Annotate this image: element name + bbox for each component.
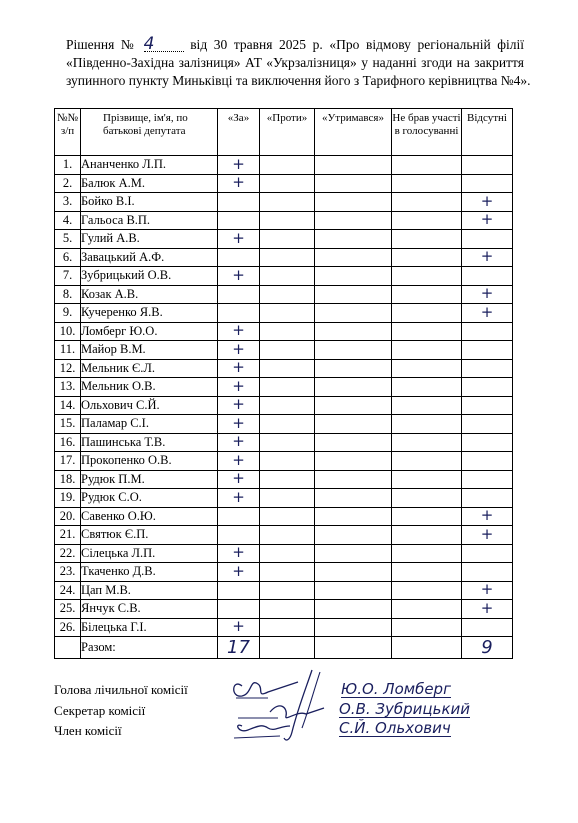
- vote-not-voting-cell: [392, 526, 462, 545]
- vote-mark: +: [480, 524, 494, 543]
- vote-not-voting-cell: [392, 396, 462, 415]
- vote-not-voting-cell: [392, 156, 462, 175]
- vote-against-cell: [260, 470, 315, 489]
- vote-mark: +: [480, 598, 494, 617]
- vote-not-voting-cell: [392, 341, 462, 360]
- row-number: 20.: [55, 507, 81, 526]
- deputy-name: Гальоса В.П.: [81, 211, 218, 230]
- vote-against-cell: [260, 230, 315, 249]
- row-number: 11.: [55, 341, 81, 360]
- vote-abstained-cell: [315, 489, 392, 508]
- row-number: 4.: [55, 211, 81, 230]
- deputy-name: Майор В.М.: [81, 341, 218, 360]
- vote-abstained-cell: [315, 544, 392, 563]
- vote-against-cell: [260, 156, 315, 175]
- vote-for-cell: [218, 359, 260, 378]
- deputy-name: Янчук С.В.: [81, 600, 218, 619]
- decision-date-title: від 30 травня 2025 р. «Про відмову регіональній філії: [190, 37, 525, 52]
- vote-abstained-cell: [315, 304, 392, 323]
- vote-not-voting-cell: [392, 544, 462, 563]
- vote-mark: +: [232, 154, 245, 173]
- total-num-cell: [55, 637, 81, 659]
- vote-for-cell: [218, 415, 260, 434]
- vote-for-cell: [218, 304, 260, 323]
- deputy-name: Цап М.В.: [81, 581, 218, 600]
- vote-abstained-cell: [315, 248, 392, 267]
- vote-against-cell: [260, 304, 315, 323]
- deputy-name: Савенко О.Ю.: [81, 507, 218, 526]
- total-for: 17: [227, 637, 250, 658]
- vote-mark: +: [232, 228, 245, 247]
- vote-not-voting-cell: [392, 618, 462, 637]
- deputy-name: Зубрицький О.В.: [81, 267, 218, 286]
- vote-abstained-cell: [315, 470, 392, 489]
- header-name: Прізвище, ім'я, по батькові депутата: [81, 109, 218, 156]
- vote-for-cell: [218, 267, 260, 286]
- vote-mark: +: [480, 210, 494, 229]
- vote-abstained-cell: [315, 322, 392, 341]
- total-abstained-cell: [315, 637, 392, 659]
- row-number: 18.: [55, 470, 81, 489]
- vote-for-cell: [218, 433, 260, 452]
- row-number: 15.: [55, 415, 81, 434]
- deputy-name: Сілецька Л.П.: [81, 544, 218, 563]
- vote-mark: +: [232, 173, 245, 192]
- vote-abstained-cell: [315, 285, 392, 304]
- vote-not-voting-cell: [392, 581, 462, 600]
- table-row: [55, 618, 513, 637]
- vote-absent-cell: [462, 489, 513, 508]
- vote-mark: +: [232, 265, 245, 284]
- vote-abstained-cell: [315, 526, 392, 545]
- role-secretary: Секретар комісії: [54, 702, 146, 718]
- table-row: [55, 230, 513, 249]
- vote-mark: +: [480, 506, 494, 525]
- vote-for-cell: [218, 396, 260, 415]
- deputy-name: Паламар С.І.: [81, 415, 218, 434]
- vote-for-cell: [218, 341, 260, 360]
- vote-mark: +: [232, 432, 245, 451]
- vote-against-cell: [260, 581, 315, 600]
- vote-against-cell: [260, 359, 315, 378]
- vote-for-cell: [218, 452, 260, 471]
- row-number: 26.: [55, 618, 81, 637]
- vote-against-cell: [260, 267, 315, 286]
- vote-absent-cell: [462, 396, 513, 415]
- vote-for-cell: [218, 378, 260, 397]
- vote-against-cell: [260, 489, 315, 508]
- deputy-name: Балюк А.М.: [81, 174, 218, 193]
- vote-absent-cell: [462, 285, 513, 304]
- role-chair: Голова лічильної комісії: [54, 682, 188, 697]
- vote-abstained-cell: [315, 156, 392, 175]
- vote-for-cell: [218, 193, 260, 212]
- vote-for-cell: [218, 470, 260, 489]
- vote-not-voting-cell: [392, 267, 462, 286]
- signature-block: [54, 680, 188, 742]
- vote-abstained-cell: [315, 174, 392, 193]
- deputy-name: Завацький А.Ф.: [81, 248, 218, 267]
- vote-absent-cell: [462, 156, 513, 175]
- vote-for-cell: [218, 230, 260, 249]
- deputy-name: Рудюк С.О.: [81, 489, 218, 508]
- row-number: 5.: [55, 230, 81, 249]
- heading-line-3: зупинного пункту Миньківці та виключення його з Тарифного керівництва №4».: [66, 73, 531, 88]
- vote-absent-cell: [462, 433, 513, 452]
- vote-against-cell: [260, 341, 315, 360]
- table-row: [55, 600, 513, 619]
- vote-against-cell: [260, 526, 315, 545]
- vote-abstained-cell: [315, 581, 392, 600]
- deputy-name: Кучеренко Я.В.: [81, 304, 218, 323]
- vote-absent-cell: [462, 230, 513, 249]
- vote-for-cell: [218, 322, 260, 341]
- vote-mark: +: [232, 543, 245, 562]
- header-absent: Відсутні: [462, 109, 513, 156]
- table-row: [55, 378, 513, 397]
- vote-table: [54, 108, 513, 659]
- table-row: [55, 211, 513, 230]
- vote-mark: +: [480, 302, 494, 321]
- total-label: Разом:: [81, 637, 218, 659]
- vote-not-voting-cell: [392, 489, 462, 508]
- vote-against-cell: [260, 193, 315, 212]
- row-number: 9.: [55, 304, 81, 323]
- table-row: [55, 156, 513, 175]
- vote-for-cell: [218, 489, 260, 508]
- header-abstained: «Утримався»: [315, 109, 392, 156]
- total-for-cell: [218, 637, 260, 659]
- vote-for-cell: [218, 156, 260, 175]
- vote-not-voting-cell: [392, 507, 462, 526]
- deputy-name: Ананченко Л.П.: [81, 156, 218, 175]
- deputy-name: Мельник Є.Л.: [81, 359, 218, 378]
- vote-absent-cell: [462, 581, 513, 600]
- vote-for-cell: [218, 600, 260, 619]
- vote-absent-cell: [462, 248, 513, 267]
- vote-absent-cell: [462, 600, 513, 619]
- table-header-row: [55, 109, 513, 156]
- vote-absent-cell: [462, 470, 513, 489]
- vote-absent-cell: [462, 378, 513, 397]
- table-row: [55, 526, 513, 545]
- deputy-name: Ломберг Ю.О.: [81, 322, 218, 341]
- deputy-name: Пашинська Т.В.: [81, 433, 218, 452]
- row-number: 2.: [55, 174, 81, 193]
- row-number: 14.: [55, 396, 81, 415]
- table-row: [55, 267, 513, 286]
- row-number: 16.: [55, 433, 81, 452]
- vote-absent-cell: [462, 267, 513, 286]
- table-row: [55, 359, 513, 378]
- table-row: [55, 470, 513, 489]
- vote-abstained-cell: [315, 378, 392, 397]
- vote-absent-cell: [462, 322, 513, 341]
- deputy-name: Ольхович С.Й.: [81, 396, 218, 415]
- vote-mark: +: [232, 358, 245, 377]
- vote-abstained-cell: [315, 433, 392, 452]
- vote-not-voting-cell: [392, 415, 462, 434]
- deputy-name: Святюк Є.П.: [81, 526, 218, 545]
- vote-absent-cell: [462, 304, 513, 323]
- vote-abstained-cell: [315, 359, 392, 378]
- vote-not-voting-cell: [392, 470, 462, 489]
- vote-for-cell: [218, 526, 260, 545]
- table-row: [55, 193, 513, 212]
- vote-mark: +: [232, 339, 245, 358]
- vote-not-voting-cell: [392, 378, 462, 397]
- table-row: [55, 396, 513, 415]
- header-not-voting: Не брав участі в голосуванні: [392, 109, 462, 156]
- vote-mark: +: [232, 487, 245, 506]
- vote-not-voting-cell: [392, 248, 462, 267]
- vote-mark: +: [480, 284, 494, 303]
- vote-not-voting-cell: [392, 600, 462, 619]
- vote-not-voting-cell: [392, 285, 462, 304]
- deputy-name: Білецька Г.І.: [81, 618, 218, 637]
- table-row: [55, 563, 513, 582]
- total-against-cell: [260, 637, 315, 659]
- role-member: Член комісії: [54, 723, 122, 738]
- vote-absent-cell: [462, 341, 513, 360]
- vote-not-voting-cell: [392, 563, 462, 582]
- table-row: [55, 452, 513, 471]
- vote-abstained-cell: [315, 267, 392, 286]
- vote-not-voting-cell: [392, 193, 462, 212]
- header-for: «За»: [218, 109, 260, 156]
- total-absent: 9: [481, 637, 493, 658]
- total-row: [55, 637, 513, 659]
- vote-abstained-cell: [315, 415, 392, 434]
- vote-abstained-cell: [315, 452, 392, 471]
- vote-against-cell: [260, 600, 315, 619]
- table-row: [55, 285, 513, 304]
- vote-abstained-cell: [315, 230, 392, 249]
- vote-mark: +: [232, 321, 245, 340]
- vote-abstained-cell: [315, 600, 392, 619]
- deputy-name: Бойко В.І.: [81, 193, 218, 212]
- vote-absent-cell: [462, 359, 513, 378]
- vote-for-cell: [218, 581, 260, 600]
- vote-for-cell: [218, 285, 260, 304]
- vote-not-voting-cell: [392, 211, 462, 230]
- row-number: 13.: [55, 378, 81, 397]
- table-row: [55, 322, 513, 341]
- vote-against-cell: [260, 433, 315, 452]
- row-number: 21.: [55, 526, 81, 545]
- decision-heading: [66, 34, 531, 90]
- vote-absent-cell: [462, 618, 513, 637]
- table-row: [55, 489, 513, 508]
- vote-against-cell: [260, 618, 315, 637]
- vote-mark: +: [480, 191, 494, 210]
- vote-mark: +: [232, 376, 245, 395]
- vote-not-voting-cell: [392, 359, 462, 378]
- row-number: 8.: [55, 285, 81, 304]
- chair-handwritten-name: Ю.О. Ломберг: [341, 680, 451, 698]
- vote-against-cell: [260, 396, 315, 415]
- vote-for-cell: [218, 544, 260, 563]
- vote-for-cell: [218, 507, 260, 526]
- total-not-voting-cell: [392, 637, 462, 659]
- deputy-name: Гулий А.В.: [81, 230, 218, 249]
- table-row: [55, 415, 513, 434]
- table-row: [55, 248, 513, 267]
- table-row: [55, 507, 513, 526]
- vote-mark: +: [232, 450, 245, 469]
- vote-absent-cell: [462, 193, 513, 212]
- vote-against-cell: [260, 211, 315, 230]
- header-against: «Проти»: [260, 109, 315, 156]
- vote-not-voting-cell: [392, 174, 462, 193]
- deputy-name: Рудюк П.М.: [81, 470, 218, 489]
- vote-for-cell: [218, 563, 260, 582]
- row-number: 7.: [55, 267, 81, 286]
- vote-mark: +: [232, 469, 245, 488]
- decision-label: Рішення №: [66, 37, 137, 52]
- deputy-name: Прокопенко О.В.: [81, 452, 218, 471]
- vote-not-voting-cell: [392, 433, 462, 452]
- row-number: 23.: [55, 563, 81, 582]
- vote-absent-cell: [462, 544, 513, 563]
- header-num: №№ з/п: [55, 109, 81, 156]
- vote-against-cell: [260, 452, 315, 471]
- decision-number: 4: [144, 37, 184, 52]
- vote-abstained-cell: [315, 396, 392, 415]
- vote-absent-cell: [462, 211, 513, 230]
- vote-not-voting-cell: [392, 230, 462, 249]
- row-number: 19.: [55, 489, 81, 508]
- vote-for-cell: [218, 618, 260, 637]
- vote-for-cell: [218, 248, 260, 267]
- vote-against-cell: [260, 544, 315, 563]
- row-number: 22.: [55, 544, 81, 563]
- row-number: 25.: [55, 600, 81, 619]
- row-number: 3.: [55, 193, 81, 212]
- vote-for-cell: [218, 174, 260, 193]
- row-number: 6.: [55, 248, 81, 267]
- vote-against-cell: [260, 174, 315, 193]
- vote-mark: +: [480, 247, 494, 266]
- table-row: [55, 544, 513, 563]
- vote-abstained-cell: [315, 563, 392, 582]
- vote-absent-cell: [462, 415, 513, 434]
- vote-abstained-cell: [315, 211, 392, 230]
- heading-line-2: «Південно-Західна залізниця» АТ «Укрзалізниця» у наданні згоди на закриття: [66, 55, 524, 70]
- vote-absent-cell: [462, 526, 513, 545]
- vote-mark: +: [232, 395, 245, 414]
- vote-not-voting-cell: [392, 304, 462, 323]
- vote-mark: +: [232, 413, 245, 432]
- vote-mark: +: [232, 617, 245, 636]
- secretary-handwritten-name: О.В. Зубрицький: [339, 700, 471, 718]
- vote-absent-cell: [462, 507, 513, 526]
- vote-absent-cell: [462, 174, 513, 193]
- vote-mark: +: [232, 561, 245, 580]
- handwritten-signatures: [228, 668, 336, 746]
- row-number: 10.: [55, 322, 81, 341]
- row-number: 17.: [55, 452, 81, 471]
- vote-table-body: [55, 156, 513, 659]
- vote-abstained-cell: [315, 618, 392, 637]
- table-row: [55, 341, 513, 360]
- vote-against-cell: [260, 415, 315, 434]
- row-number: 1.: [55, 156, 81, 175]
- vote-abstained-cell: [315, 193, 392, 212]
- total-absent-cell: [462, 637, 513, 659]
- vote-abstained-cell: [315, 341, 392, 360]
- table-row: [55, 433, 513, 452]
- vote-against-cell: [260, 285, 315, 304]
- vote-absent-cell: [462, 563, 513, 582]
- row-number: 12.: [55, 359, 81, 378]
- vote-not-voting-cell: [392, 452, 462, 471]
- deputy-name: Ткаченко Д.В.: [81, 563, 218, 582]
- vote-absent-cell: [462, 452, 513, 471]
- member-handwritten-name: С.Й. Ольхович: [339, 719, 451, 737]
- deputy-name: Мельник О.В.: [81, 378, 218, 397]
- table-row: [55, 581, 513, 600]
- vote-abstained-cell: [315, 507, 392, 526]
- table-row: [55, 304, 513, 323]
- vote-not-voting-cell: [392, 322, 462, 341]
- vote-against-cell: [260, 563, 315, 582]
- row-number: 24.: [55, 581, 81, 600]
- vote-against-cell: [260, 378, 315, 397]
- vote-for-cell: [218, 211, 260, 230]
- vote-against-cell: [260, 248, 315, 267]
- deputy-name: Козак А.В.: [81, 285, 218, 304]
- vote-against-cell: [260, 322, 315, 341]
- vote-against-cell: [260, 507, 315, 526]
- heading-line-1: [66, 36, 524, 54]
- vote-mark: +: [480, 580, 494, 599]
- table-row: [55, 174, 513, 193]
